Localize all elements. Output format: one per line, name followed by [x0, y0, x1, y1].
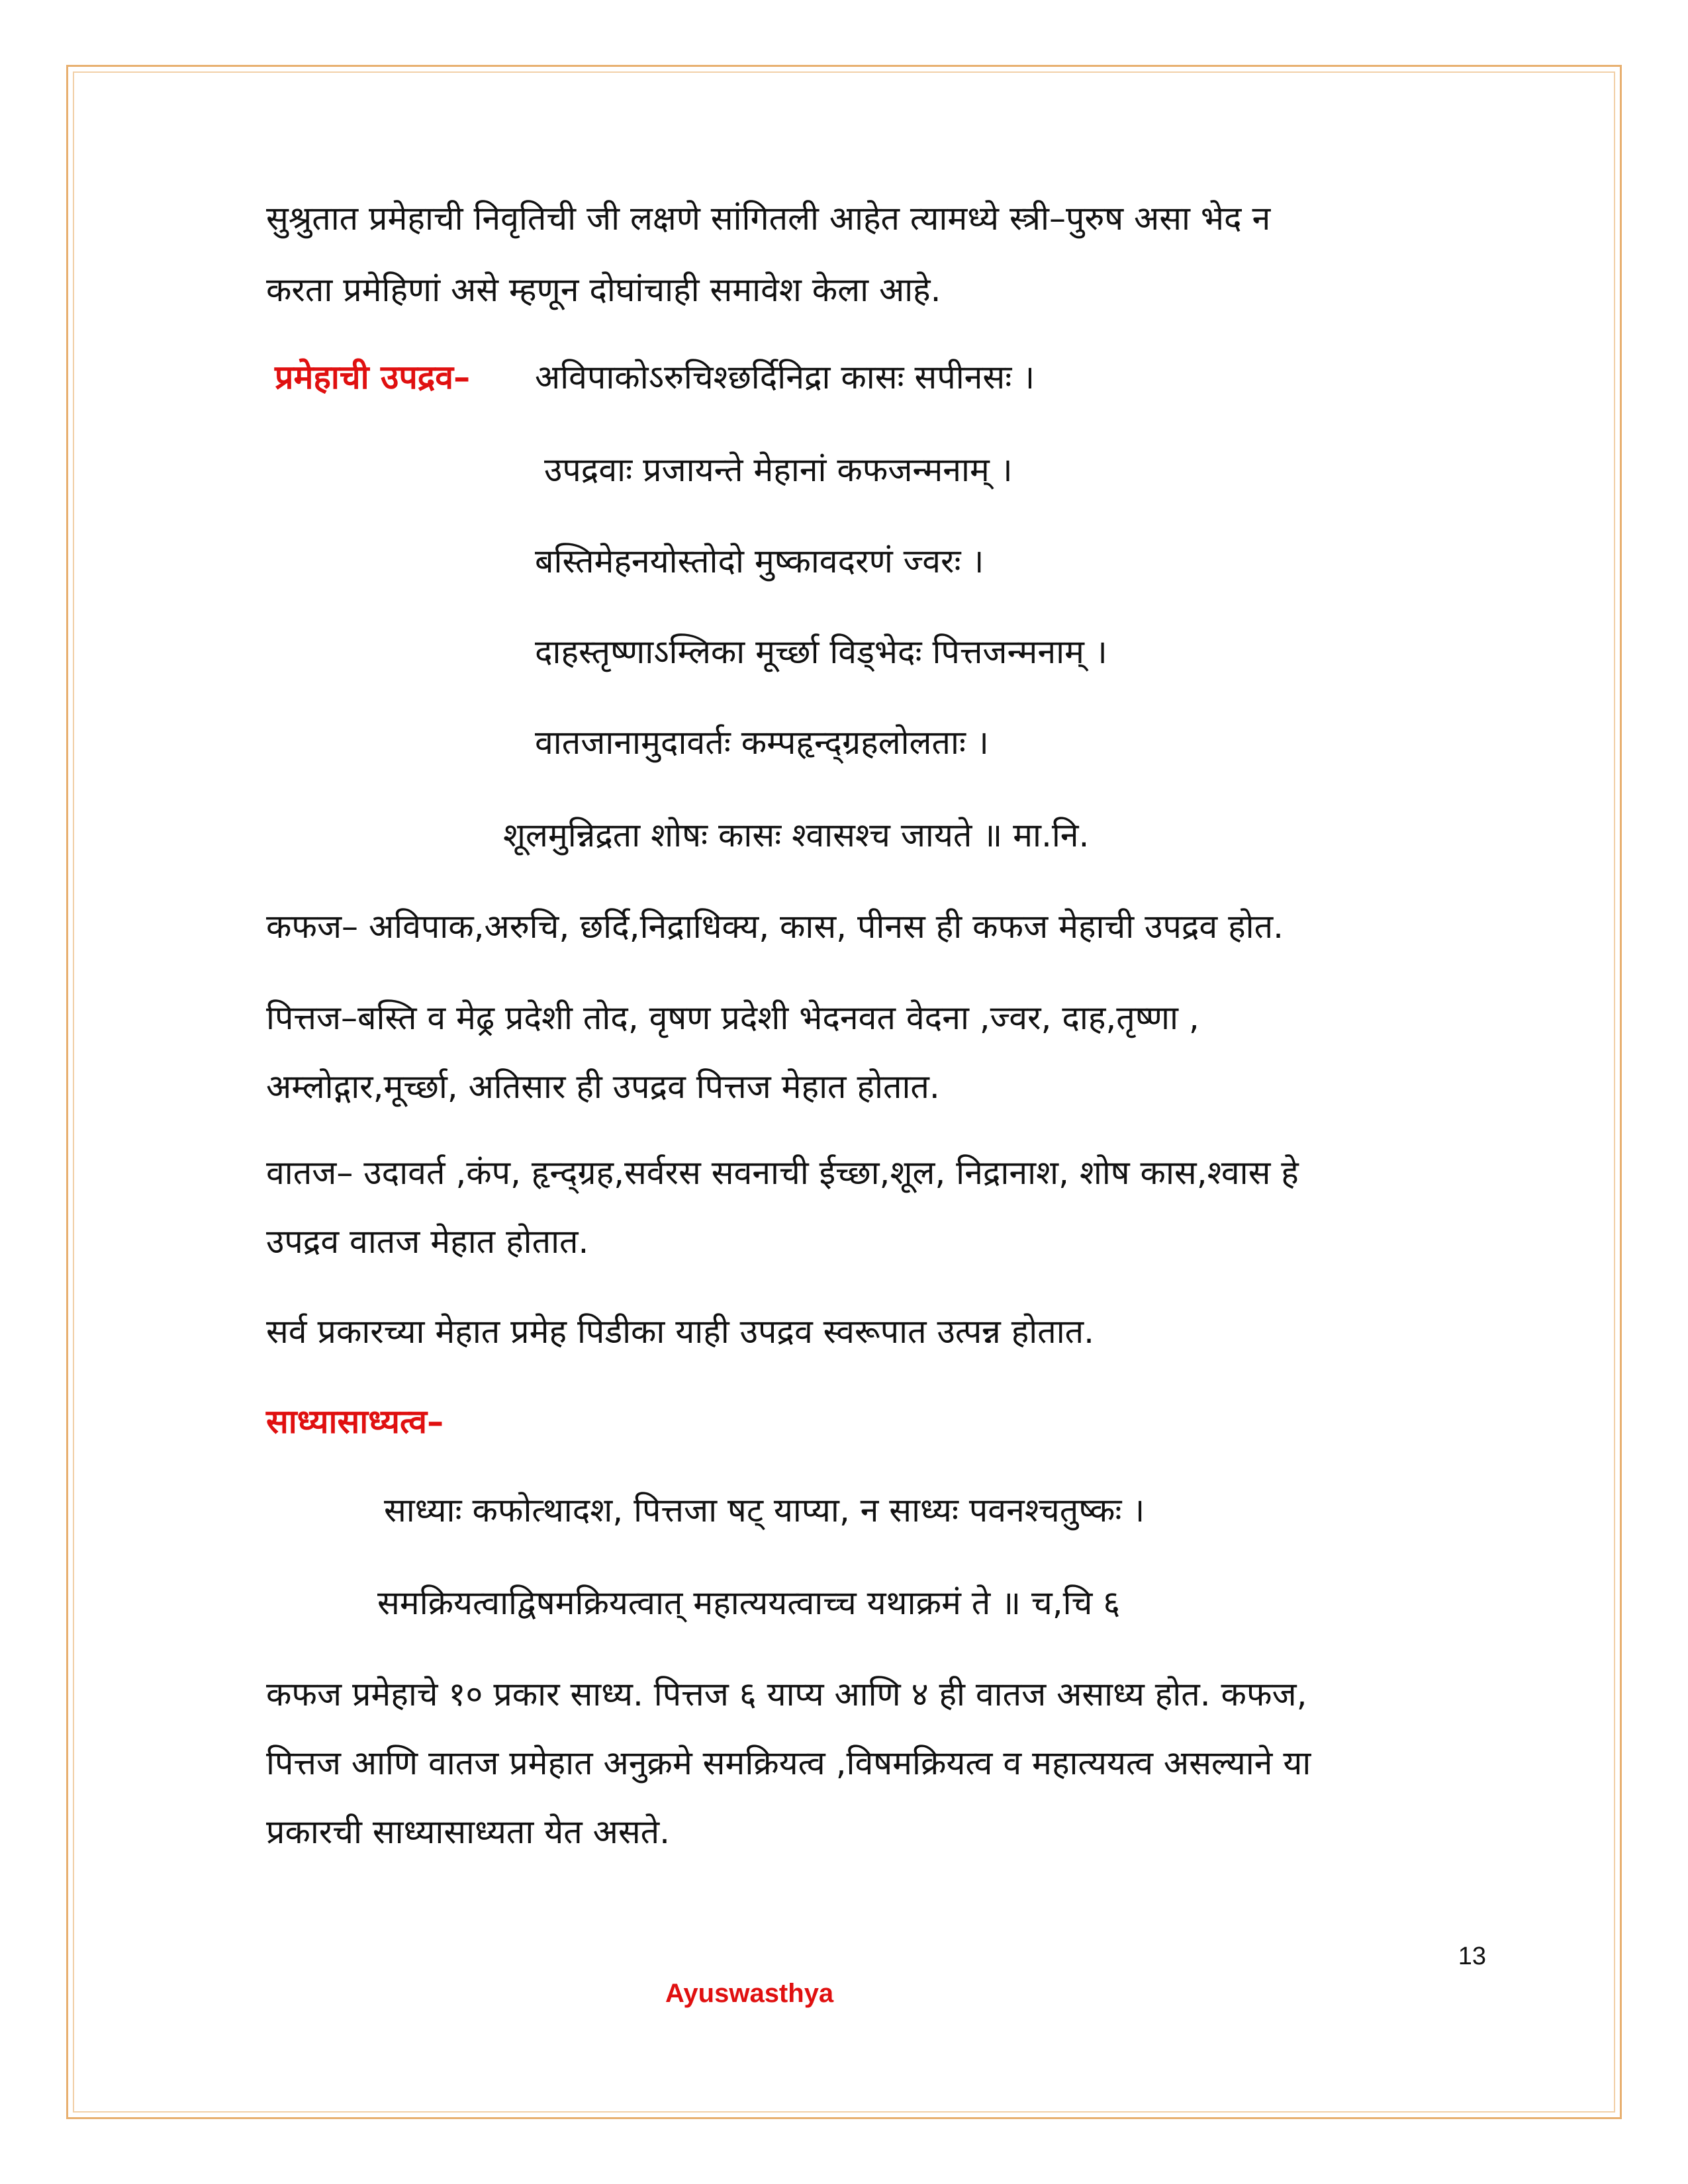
paragraph-line: कफज प्रमेहाचे १० प्रकार साध्य. पित्तज ६ याप्य आणि ४ ही वातज असाध्य होत. कफज, — [266, 1675, 1307, 1713]
section-heading-upadrava: प्रमेहाची उपद्रव– — [275, 358, 471, 396]
paragraph-line: सर्व प्रकारच्या मेहात प्रमेह पिडीका याही उपद्रव स्वरूपात उत्पन्न होतात. — [266, 1312, 1095, 1351]
verse-line: साध्याः कफोत्थादश, पित्तजा षट् याप्या, न साध्यः पवनश्चतुष्कः । — [384, 1491, 1145, 1529]
section-heading-sadhya: साध्यासाध्यत्व– — [266, 1402, 444, 1441]
verse-line: उपद्रवाः प्रजायन्ते मेहानां कफजन्मनाम् । — [544, 451, 1013, 489]
footer-brand: Ayuswasthya — [665, 1979, 834, 2008]
verse-line: वातजानामुदावर्तः कम्पहृन्द्ग्रहलोलताः । — [535, 723, 989, 762]
verse-line: समक्रियत्वाद्विषमक्रियत्वात् महात्ययत्वाच्च यथाक्रमं ते ॥ च,चि ६ — [377, 1584, 1121, 1622]
paragraph-line: उपद्रव वातज मेहात होतात. — [266, 1222, 589, 1261]
verse-line: दाहस्तृष्णाऽम्लिका मूर्च्छा विड्भेदः पित्तजन्मनाम् । — [535, 633, 1107, 671]
paragraph-line: पित्तज आणि वातज प्रमेहात अनुक्रमे समक्रियत्व ,विषमक्रियत्व व महात्ययत्व असल्याने या — [266, 1744, 1311, 1782]
paragraph-line: पित्तज–बस्ति व मेढ्र प्रदेशी तोद, वृषण प्रदेशी भेदनवत वेदना ,ज्वर, दाह,तृष्णा , — [266, 999, 1199, 1037]
verse-line: अविपाकोऽरुचिश्छर्दिनिद्रा कासः सपीनसः । — [535, 358, 1035, 396]
verse-line: बस्तिमेहनयोस्तोदो मुष्कावदरणं ज्वरः । — [535, 542, 984, 580]
verse-line: शूलमुन्निद्रता शोषः कासः श्वासश्च जायते ॥ मा.नि. — [503, 816, 1090, 854]
paragraph-line: प्रकारची साध्यासाध्यता येत असते. — [266, 1813, 671, 1851]
page-number: 13 — [1458, 1942, 1486, 1970]
paragraph-line: सुश्रुतात प्रमेहाची निवृतिची जी लक्षणे सांगितली आहेत त्यामध्ये स्त्री–पुरुष असा भेद न — [266, 199, 1271, 238]
paragraph-line: कफज– अविपाक,अरुचि, छर्दि,निद्राधिक्य, कास, पीनस ही कफज मेहाची उपद्रव होत. — [266, 907, 1284, 946]
paragraph-line: करता प्रमेहिणां असे म्हणून दोघांचाही समावेश केला आहे. — [266, 271, 941, 309]
paragraph-line: अम्लोद्गार,मूर्च्छा, अतिसार ही उपद्रव पित्तज मेहात होतात. — [266, 1068, 940, 1106]
paragraph-line: वातज– उदावर्त ,कंप, हृन्द्ग्रह,सर्वरस सवनाची ईच्छा,शूल, निद्रानाश, शोष कास,श्वास हे — [266, 1154, 1299, 1192]
